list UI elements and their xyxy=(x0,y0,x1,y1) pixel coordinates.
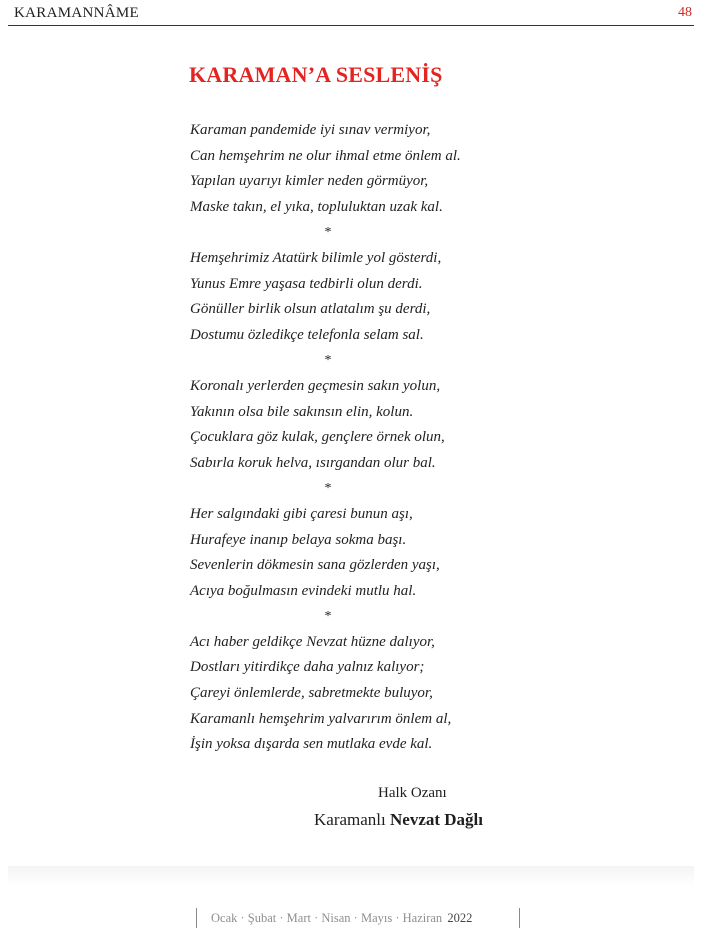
poem-line: Acı haber geldikçe Nevzat hüzne dalıyor, xyxy=(190,633,435,650)
poem-line: Karamanlı hemşehrim yalvarırım önlem al, xyxy=(190,710,452,727)
poem-line: Maske takın, el yıka, topluluktan uzak kal. xyxy=(190,198,443,215)
stanza xyxy=(190,502,520,604)
author-name: Nevzat Dağlı xyxy=(390,810,484,829)
poem-line: Dostumu özledikçe telefonla selam sal. xyxy=(190,326,424,343)
stanza xyxy=(190,246,520,348)
poem-line: Sevenlerin dökmesin sana gözlerden yaşı, xyxy=(190,557,440,574)
page-number: 48 xyxy=(678,5,692,20)
poem-line: Can hemşehrim ne olur ihmal etme önlem al. xyxy=(190,147,461,164)
poem-body xyxy=(190,118,520,758)
stanza-separator: * xyxy=(324,609,332,625)
poem-line: Çocuklara göz kulak, gençlere örnek olun, xyxy=(190,429,445,446)
stanza-separator: * xyxy=(324,225,332,241)
poem-line: Hemşehrimiz Atatürk bilimle yol gösterdi, xyxy=(190,249,442,266)
issue-year: 2022 xyxy=(447,911,473,925)
footer-divider-right xyxy=(519,908,520,928)
poem-line: Çareyi önlemlerde, sabretmekte buluyor, xyxy=(190,685,433,702)
stanza-separator: * xyxy=(324,481,332,497)
issue-months: Ocak · Şubat · Mart · Nisan · Mayıs · Haziran xyxy=(211,911,443,925)
footer-band xyxy=(8,866,694,886)
page-footer xyxy=(196,905,520,933)
stanza-separator: * xyxy=(324,353,332,369)
poem-line: İşin yoksa dışarda sen mutlaka evde kal. xyxy=(190,736,433,753)
stanza xyxy=(190,630,520,758)
author-prefix: Karamanlı xyxy=(314,810,386,829)
stanza xyxy=(190,374,520,476)
poem-line: Sabırla koruk helva, ısırgandan olur bal. xyxy=(190,454,436,471)
journal-name: KARAMANNÂME xyxy=(14,5,139,21)
poem-line: Karaman pandemide iyi sınav vermiyor, xyxy=(190,122,431,138)
poem-line: Her salgındaki gibi çaresi bunun aşı, xyxy=(190,505,413,522)
poem-line: Acıya boğulmasın evindeki mutlu hal. xyxy=(190,582,417,599)
poem-line: Yunus Emre yaşasa tedbirli olun derdi. xyxy=(190,275,423,292)
issue-info xyxy=(211,911,472,926)
poem-line: Dostları yitirdikçe daha yalnız kalıyor; xyxy=(190,659,425,676)
stanza xyxy=(190,118,520,220)
author-signature xyxy=(314,810,483,830)
poem-line: Koronalı yerlerden geçmesin sakın yolun, xyxy=(190,377,441,394)
poem-line: Yakının olsa bile sakınsın elin, kolun. xyxy=(190,403,414,420)
poem-line: Gönüller birlik olsun atlatalım şu derdi, xyxy=(190,301,431,318)
page-header xyxy=(8,3,694,26)
poem-line: Yapılan uyarıyı kimler neden görmüyor, xyxy=(190,173,429,190)
poem-title: KARAMAN’A SESLENİŞ xyxy=(189,62,443,87)
footer-divider-left xyxy=(196,908,197,928)
poem-line: Hurafeye inanıp belaya sokma başı. xyxy=(190,531,407,548)
author-title: Halk Ozanı xyxy=(378,785,447,801)
